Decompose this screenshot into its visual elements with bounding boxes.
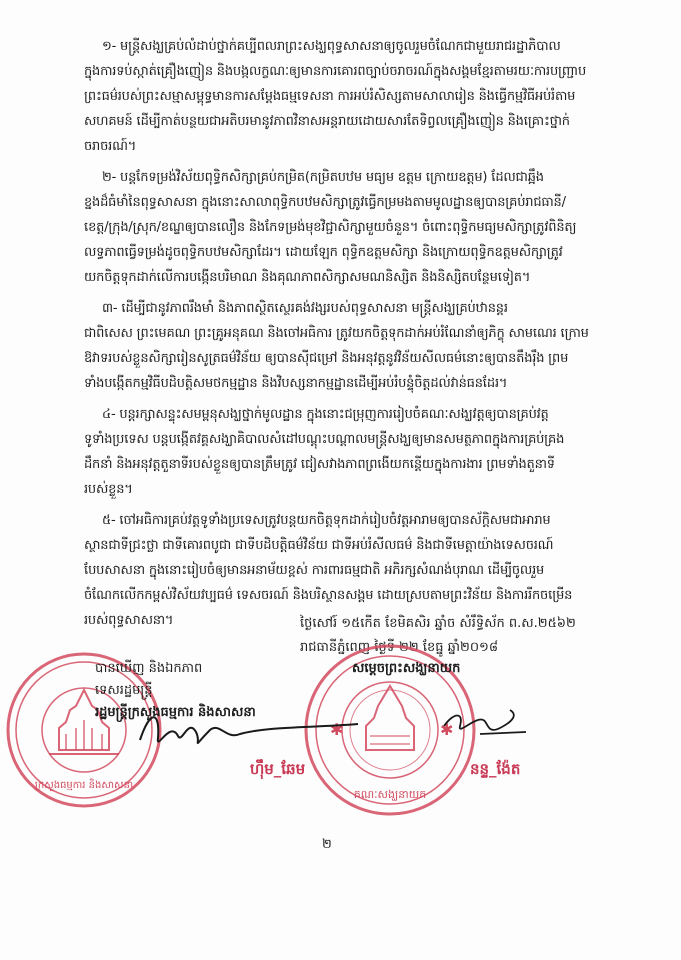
text-line: ១- មន្ត្រីសង្ឃគ្រប់លំដាប់ថ្នាក់គប្បីពលរាព្រះសង្ឃពុទ្ធសាសនាឲ្យចូលរួមចំណែកជាមួយរាជរដ្ឋាភិបាល [102, 39, 561, 54]
text-line: ទាំងបង្កើតកម្មវិធីបដិបត្តិសមថកម្មដ្ឋាន និងវិបស្សនាកម្មដ្ឋានដើម្បីអប់រំបន្ទុំចិត្តដល់វាន់ធនដែរ។ [84, 376, 508, 391]
text-line: របស់ខ្លួន។ [84, 482, 133, 497]
lunar-date: ថ្ងៃសៅរ៍ ១៥កើត ខែមិគសិរ ឆ្នាំច សំរឹទ្ធិស័ក ព.ស.២៥៦២ [300, 616, 576, 631]
text-line: ចរាចរណ៍។ [84, 139, 137, 154]
right-signatory-title: សម្តេចព្រះសង្ឃនាយក [352, 661, 461, 676]
star-icon: ✱ [440, 720, 454, 739]
text-line: ជាពិសេស ព្រះមេគណ ព្រះគ្រូអនុគណ និងចៅអធិការ ត្រូវយកចិត្តទុកដាក់អប់រំណែនាំឲ្យភិក្ខុ សាមណេរ ក្រោម [84, 326, 589, 341]
text-line: សហគមន៍ ដើម្បីកាត់បន្ថយជាអតិបរមានូវភាពវិនាសអន្តរាយដោយសារតែទិព្វលគ្រឿងញៀន និងគ្រោះថ្នាក់ [84, 114, 570, 129]
ministry-name: រដ្ឋមន្ត្រីក្រសួងធម្មការ និងសាសនា [95, 705, 256, 720]
star-icon: ✱ [330, 720, 344, 739]
text-line: ឱវាទរបស់ខ្លួនសិក្សារៀនសូត្រធម៌វិន័យ ឲ្យបានស៊ីជម្រៅ និងអនុវត្តនូវវិន័យសីលធម៌នោះឲ្យបានតឹងរ៉ឹង ព្រម [84, 351, 569, 366]
seal-text: គណៈសង្ឃនាយក [353, 788, 427, 801]
text-line: របស់ពុទ្ធសាសនា។ [84, 613, 174, 628]
text-line: បែបសាសនា ក្នុងនោះរៀបចំឲ្យមានអនាម័យខ្ពស់ ការពារធម្មជាតិ អភិរក្សសំណង់បុរាណ ដើម្បីចូលរួម [84, 563, 545, 578]
seal-text: ក្រសួងធម្មការ និងសាសនា [34, 780, 134, 791]
right-signature [440, 702, 530, 742]
text-line: ៥- ចៅអធិការគ្រប់វត្តទូទាំងប្រទេសត្រូវបន្តយកចិត្តទុកដាក់រៀបចំវត្តអារាមឲ្យបានស័ក្តិសមជាអារាម [102, 513, 551, 528]
text-line: ខេត្ត/ក្រុង/ស្រុក/ខណ្ឌឲ្យបានលឿន និងកែទម្រង់មុខវិជ្ជាសិក្សាមួយចំនួន។ ចំពោះពុទ្ធិកមធ្យមសិក្សាត្រូវពិនិត្យ [84, 220, 577, 235]
paragraph-1 [84, 34, 604, 159]
paragraph-3 [84, 296, 604, 396]
left-signatory-name: ហ៊ឹម_ឆែម [250, 760, 306, 778]
text-line: ដឹកនាំ និងអនុវត្តតួនាទីរបស់ខ្លួនឲ្យបានត្រឹមត្រូវ ជៀសវាងភាពព្រងើយកន្តើយក្នុងការងារ ព្រមទាំងតួនាទី [84, 457, 555, 472]
text-line: ក្នុងការទប់ស្កាត់គ្រឿងញៀន និងបង្កលក្ខណៈឲ្យមានការគោរពច្បាប់ចរាចរណ៍ក្នុងសង្គមខ្មែរតាមរយៈការបញ្រ្ជាប [84, 64, 586, 79]
text-line: យកចិត្តទុកដាក់លើការបង្កើនបរិមាណ និងគុណភាពសិក្សាសមណនិស្សិត និងនិស្សិតបន្ថែមទៀត។ [84, 270, 531, 285]
text-line: ទូទាំងប្រទេស បន្តបង្កើតវគ្គសង្ឃាគិបាលសំដៅបណ្តុះបណ្តាលមន្ត្រីសង្ឃឲ្យមានសមត្ថភាពក្នុងការគ្រប់គ្រង [84, 432, 565, 447]
solar-date: រាជធានីភ្នំពេញ ថ្ងៃទី ២២ ខែធ្នូ ឆ្នាំ២០១៨ [300, 640, 499, 655]
page-number: ២ [322, 837, 332, 852]
approval-line: បានឃើញ និងឯកភាព [95, 661, 203, 676]
paragraph-4 [84, 402, 604, 502]
document-body [84, 34, 604, 639]
text-line: ព្រះធម៌របស់ព្រះសម្មាសម្ពុទ្ធមានការសម្តែងធម្មទេសនា ការអប់រំសិស្សតាមសាលារៀន និងធ្វើកម្មវិធីអប់រំតាម [84, 89, 576, 104]
text-line: ៤- បន្តរក្សាសន្ទុះសមម្ពនុសង្ឃថ្នាក់មូលដ្ឋាន ក្នុងនោះជម្រុញការរៀបចំគណៈសង្ឃវត្តឲ្យបានគ្រប់វត្ត [102, 407, 549, 422]
text-line: លទ្ធភាពធ្វើទម្រង់ដូចពុទ្ធិកបឋមសិក្សាដែរ។ ដោយឡែក ពុទ្ធិកឧត្តមសិក្សា និងក្រោយពុទ្ធិកឧត្តមសិក្សាត្រូវ [84, 245, 563, 260]
left-signature [130, 700, 360, 760]
text-line: ខ្នងដ៏ធំមាំនៃពុទ្ធសាសនា ក្នុងនោះសាលាពុទ្ធិកបឋមសិក្សាត្រូវធ្វើកម្រមងតាមមូលដ្ឋានឲ្យបានគ្រប់រាជធានី/ [84, 195, 566, 210]
text-line: ចំណែកលើកកម្ពស់វិស័យវប្បធម៌ ទេសចរណ៍ និងបរិស្ថានសង្គម ដោយស្របតាមព្រះវិន័យ និងការរីកចម្រើន [84, 588, 573, 603]
paragraph-2 [84, 165, 604, 290]
text-line: ស្ថានជាទីជ្រះថ្លា ជាទីគោរពបូជា ជាទីបដិបត្តិធម៌វិន័យ ជាទីអប់រំសីលធម៌ និងជាទីមេត្តាយ៉ាងទេសចរណ៍ [84, 538, 554, 553]
text-line: ២- បន្តកែទម្រង់វិស័យពុទ្ធិកសិក្សាគ្រប់កម្រិត(កម្រិតបឋម មធ្យម ឧត្តម ក្រោយឧត្តម) ដែលជាឆ្អឹង [102, 170, 544, 185]
right-signatory-name: នន្ទ_ង៉ែត [470, 760, 521, 778]
signatory-title: ទេសរដ្ឋមន្ត្រី [95, 683, 153, 698]
text-line: ៣- ដើម្បីជានូវភាពរឹងមាំ និងភាពស្ថិតស្ថេរគង់វង្សរបស់ពុទ្ធសាសនា មន្ត្រីសង្ឃគ្រប់ឋានន្តរ [102, 301, 508, 316]
